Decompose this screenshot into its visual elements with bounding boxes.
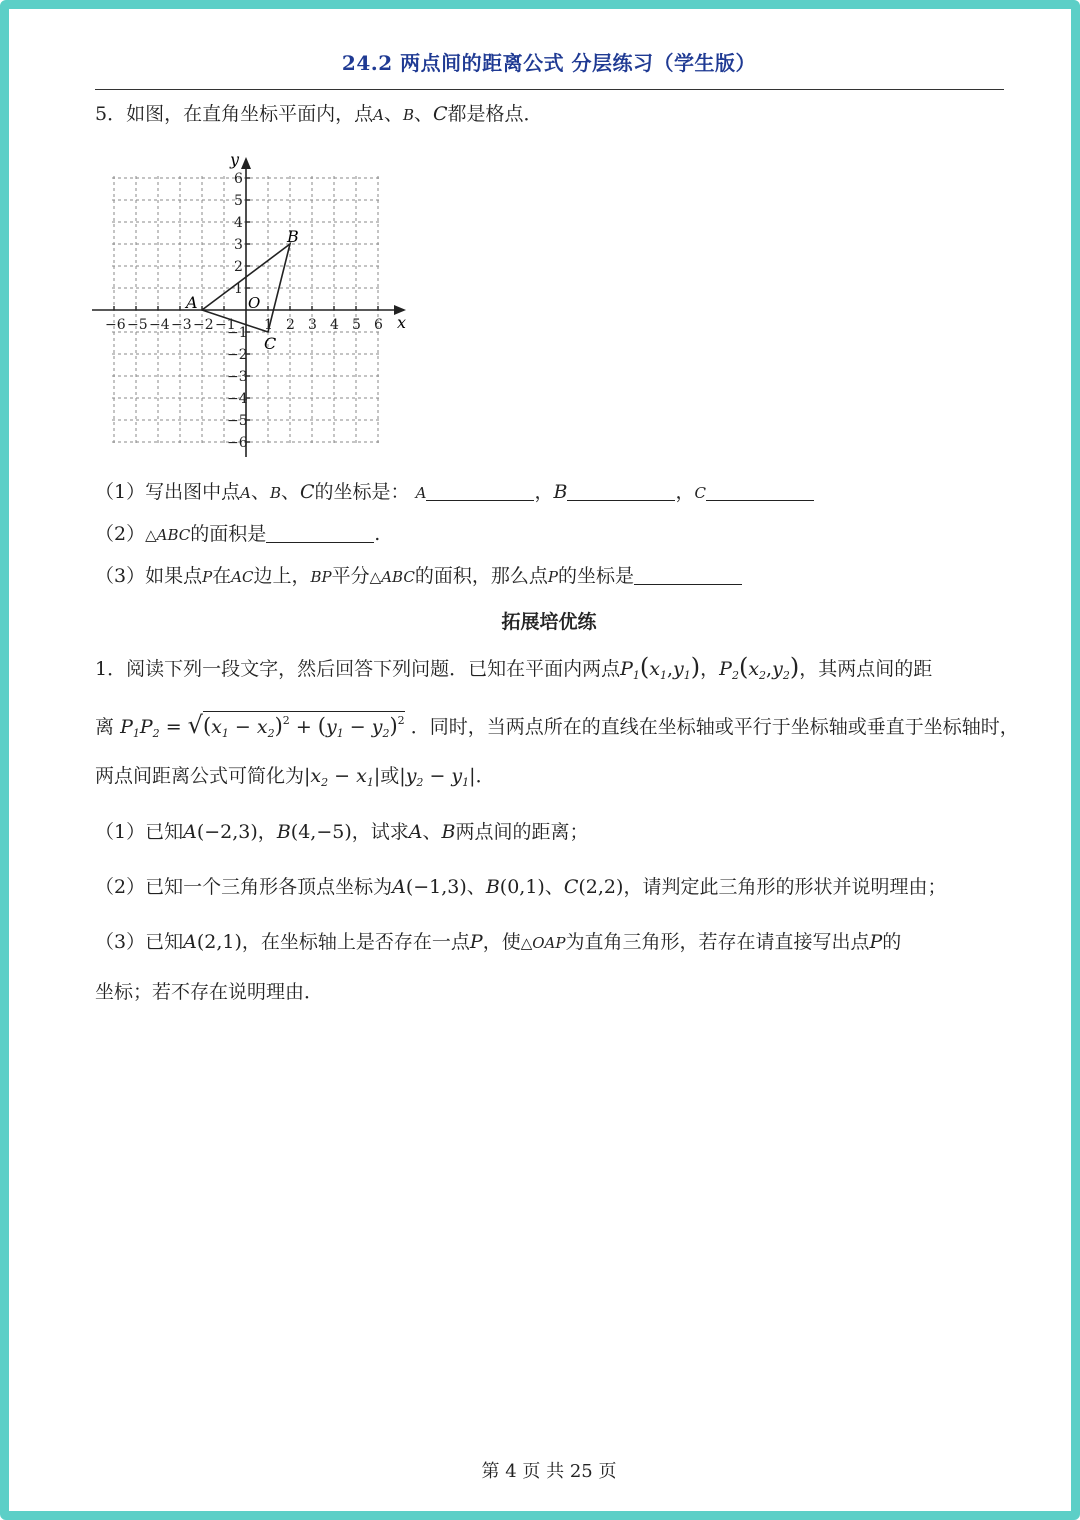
text: 平分 [331,565,370,587]
text: ．同时，当两点所在的直线在坐标轴或平行于坐标轴或垂直于坐标轴时， [410,716,1019,738]
q2-prefix: （2） [95,523,146,545]
q1-prefix: （1）写出图中点 [95,481,241,503]
y-tick-label: 1 [234,281,243,297]
period: . [374,523,381,545]
text: ，使 [482,931,521,953]
var: P [120,716,133,738]
q2-suffix: 的面积是 [190,523,267,545]
text: ，试求 [351,821,409,843]
x-tick-label: 5 [352,317,361,333]
header-rule [95,89,1004,90]
y-tick-label: 4 [234,215,243,231]
problem1-q3-line2: 坐标；若不存在说明理由． [95,981,324,1003]
x-tick-label: −1 [215,317,236,333]
x-tick-label: −6 [105,317,126,333]
x-tick-label: −3 [171,317,192,333]
text: ，在坐标轴上是否存在一点 [241,931,470,953]
y-axis-label: y [230,150,240,169]
sep: ， [700,658,720,680]
separator: 、 [413,103,433,125]
y-tick-label: −5 [227,413,248,429]
point-p2: P [719,658,732,680]
var: x [748,658,760,680]
point-c: C [300,481,315,503]
problem1-q1 [95,823,589,842]
subscript: 2 [152,727,160,740]
point-b: B [441,821,456,843]
answer-a-blank[interactable] [426,482,534,501]
sep: 、 [280,481,300,503]
var: P [139,716,153,738]
answer-a-label: A [415,484,427,502]
paren: ( [639,653,650,681]
page-header: 24.2 两点间的距离公式 分层练习（学生版） [341,51,757,75]
subscript: 1 [683,669,691,682]
intro-prefix: 5．如图，在直角坐标平面内，点 [95,103,374,125]
equals: = [159,716,188,738]
text: 边上， [253,565,311,587]
plus: + [289,716,318,738]
q3-prefix: （3）如果点 [95,565,203,587]
text: 离 [95,716,115,738]
x-axis-label: x [397,313,407,332]
point-p-answer-blank[interactable] [634,566,742,585]
sep: 、 [422,821,442,843]
comma: , [666,658,674,680]
coordinate-figure [84,147,424,462]
area-answer-blank[interactable] [266,524,374,543]
coord: (−2,3) [196,821,258,843]
answer-b-blank[interactable] [567,482,675,501]
coord: (2,1) [196,931,242,953]
answer-c-blank[interactable] [706,482,814,501]
vertex-b-label: B [287,227,299,246]
point-p1: P [620,658,633,680]
comma: ， [534,481,554,503]
x-tick-label: 2 [286,317,295,333]
text: 为直角三角形，若存在请直接写出点 [565,931,870,953]
y-tick-label: 3 [234,237,243,253]
x-tick-label: 4 [330,317,339,333]
point-a: A [183,821,197,843]
text: 的 [882,931,902,953]
text: （2）已知一个三角形各顶点坐标为 [95,876,393,898]
point-a: A [392,876,406,898]
section-title: 拓展培优练 [501,611,597,633]
triangle-abc-symbol: △ABC [145,526,191,544]
y-tick-label: −6 [227,435,248,451]
point-b: B [269,484,281,502]
tick-labels [105,171,383,451]
point-a: A [408,821,423,843]
y-tick-label: −1 [227,325,248,341]
point-a-label: A [373,106,384,124]
point-a: A [240,484,251,502]
subscript: 2 [759,669,767,682]
var: y [405,765,417,787]
separator: 、 [383,103,403,125]
coord: (−1,3) [405,876,467,898]
sep: 、 [544,876,564,898]
point-b-label: B [402,106,414,124]
point-p: P [547,568,558,586]
coord: (2,2) [578,876,624,898]
triangle-abc-symbol: △ABC [369,568,415,586]
point-c: C [563,876,579,898]
segment-bp: BP [310,568,332,586]
x-tick-label: 1 [264,317,273,333]
vertex-a-label: A [186,293,198,312]
x-tick-label: −2 [193,317,214,333]
coord: (4,−5) [290,821,352,843]
comma: ， [675,481,695,503]
y-tick-label: −4 [227,391,248,407]
paren: ) [690,653,701,681]
x-tick-label: 3 [308,317,317,333]
point-b: B [276,821,291,843]
point-p: P [869,931,883,953]
var: y [451,765,463,787]
var: x [256,716,268,738]
y-tick-label: −2 [227,347,248,363]
var: x [310,765,322,787]
var: x [356,765,367,787]
x-tick-label: −4 [149,317,170,333]
point-a: A [183,931,197,953]
superscript: 2 [282,714,290,727]
sep: 、 [250,481,270,503]
y-tick-label: 2 [234,259,243,275]
text: 或 [380,765,400,787]
answer-c-label: C [694,484,706,502]
intro-suffix: 都是格点． [447,103,543,125]
problem1-line2 [95,711,1019,739]
period: ． [475,765,495,787]
problem1-line3: 两点间距离公式可简化为$|x_2 - x_1|$或$|y_2 - y_1|$． [95,765,495,789]
problem5-intro [95,105,543,124]
sqrt-sign: √ [187,711,203,739]
answer-b-label: B [553,481,568,503]
text: 两点间的距离； [455,821,589,843]
origin-label: O [248,294,261,312]
vertex-c-label: C [264,334,277,353]
text: （1）已知 [95,821,184,843]
subscript: 1 [632,669,640,682]
segment-ac: AC [231,568,254,586]
text: （3）已知 [95,931,184,953]
subscript: 2 [731,669,739,682]
minus: − [228,716,257,738]
text: ，请判定此三角形的形状并说明理由； [623,876,947,898]
y-tick-label: −3 [227,369,248,385]
point-b: B [485,876,500,898]
text: ，其两点间的距 [799,658,933,680]
text: 的面积，那么点 [414,565,548,587]
coord: (0,1) [499,876,545,898]
y-tick-label: 6 [234,171,243,187]
y-tick-label: 5 [234,193,243,209]
x-tick-label: 6 [374,317,383,333]
problem1-line1: 1．阅读下列一段文字，然后回答下列问题．已知在平面内两点$P_1(x_1,y_1)$，$P_2(x_2,y_2)$，其两点间的距 [95,653,933,682]
subscript: 2 [782,669,790,682]
problem1-q2 [95,878,946,897]
x-tick-label: −5 [127,317,148,333]
q1-middle: 的坐标是： [314,481,410,503]
sep: 、 [466,876,486,898]
var: x [649,658,660,680]
subscript: 1 [659,669,667,682]
problem5-q1 [95,482,814,502]
text: 两点间距离公式可简化为 [95,765,305,787]
sep: ， [257,821,277,843]
problem1-q3 [95,933,901,952]
page-footer: 第 4 页 共 25 页 [481,1461,617,1482]
problem5-q2 [95,524,380,544]
var: y [673,658,684,680]
triangle-oap: △OAP [520,934,566,952]
point-c-label: C [433,103,448,125]
problem5-q3 [95,566,742,586]
text: 的坐标是 [557,565,634,587]
sqrt-radicand: $(x_1 - x_2)^2 + (y_1 - y_2)^2$ [203,711,405,739]
point-p: P [202,568,213,586]
y-axis-arrow [241,157,251,169]
point-p: P [469,931,483,953]
text: 1．阅读下列一段文字，然后回答下列问题．已知在平面内两点 [95,658,621,680]
subscript: 1 [132,727,140,740]
var: y [772,658,783,680]
text: 在 [212,565,232,587]
